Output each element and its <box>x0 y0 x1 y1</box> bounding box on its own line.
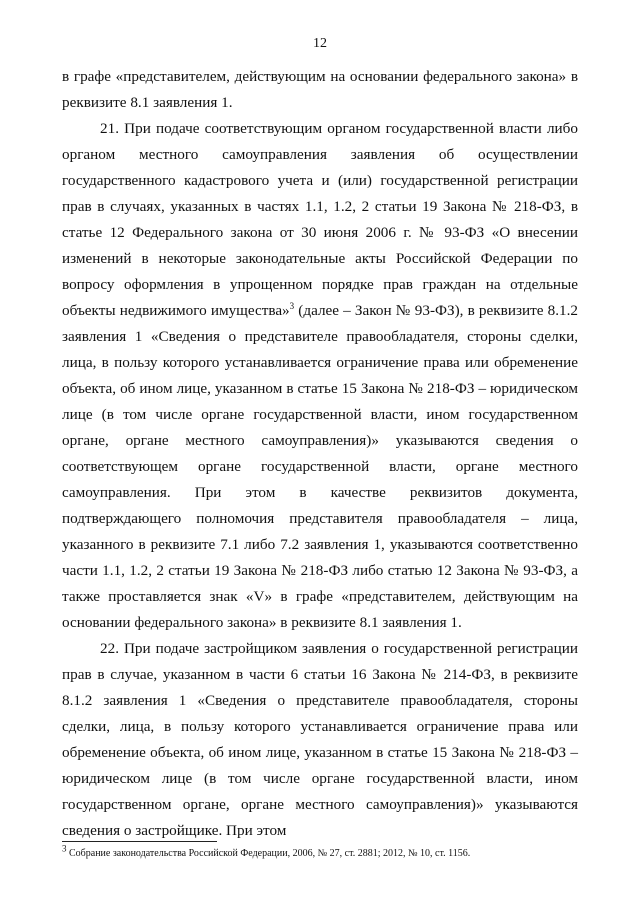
paragraph-continuation: в графе «представителем, действующим на основании федерального закона» в реквизите 8.1 заявления 1. <box>62 68 578 111</box>
document-body <box>62 64 578 844</box>
paragraph-21 <box>62 116 578 636</box>
footnote <box>62 843 578 860</box>
footnote-text: Собрание законодательства Российской Федерации, 2006, № 27, ст. 2881; 2012, № 10, ст. 1156. <box>66 848 471 859</box>
paragraph-22: 22. При подаче застройщиком заявления о государственной регистрации прав в случае, указанном в части 6 статьи 16 Закона № 214-ФЗ, в реквизите 8.1.2 заявления 1 «Сведения о представителе правообладателя, стороны сделки, лица, в пользу которого устанавливается ограничение права или обременение объекта, об ином лице, указанном в статье 15 Закона № 218-ФЗ – юридическом лице (в том числе органе государственной власти, ином государственном органе, органе местного самоуправления)» указываются сведения о застройщике. При этом <box>62 640 578 839</box>
paragraph-21-text-continued: (далее – Закон № 93-ФЗ), в реквизите 8.1.2 заявления 1 «Сведения о представителе правообладателя, стороны сделки, лица, в пользу которого устанавливается ограничение права или обременение объекта, об ином лице, указанном в статье 15 Закона № 218-ФЗ – юридическом лице (в том числе органе государственной власти, ином государственном органе, органе местного самоуправления)» указываются сведения о соответствующем органе государственной власти, органе местного самоуправления. При этом в качестве реквизитов документа, подтверждающего полномочия представителя правообладателя – лица, указанного в реквизите 7.1 либо 7.2 заявления 1, указываются соответственно части 1.1, 1.2, 2 статьи 19 Закона № 218-ФЗ либо статью 12 Закона № 93-ФЗ, а также проставляется знак «V» в графе «представителем, действующим на основании федерального закона» в реквизите 8.1 заявления 1. <box>62 302 578 631</box>
footnote-divider <box>62 841 217 842</box>
footnote-reference: 3 <box>289 300 295 311</box>
footnote-marker: 3 <box>62 843 67 854</box>
page-number: 12 <box>313 36 327 51</box>
paragraph-21-text: 21. При подаче соответствующим органом государственной власти либо органом местного самоуправления заявления об осуществлении государственного кадастрового учета и (или) государственной регистрации прав в случаях, указанных в частях 1.1, 1.2, 2 статьи 19 Закона № 218-ФЗ, в статье 12 Федерального закона от 30 июня 2006 г. № 93-ФЗ «О внесении изменений в некоторые законодательные акты Российской Федерации по вопросу оформления в упрощенном порядке прав граждан на отдельные объекты недвижимого имущества» <box>62 120 578 319</box>
